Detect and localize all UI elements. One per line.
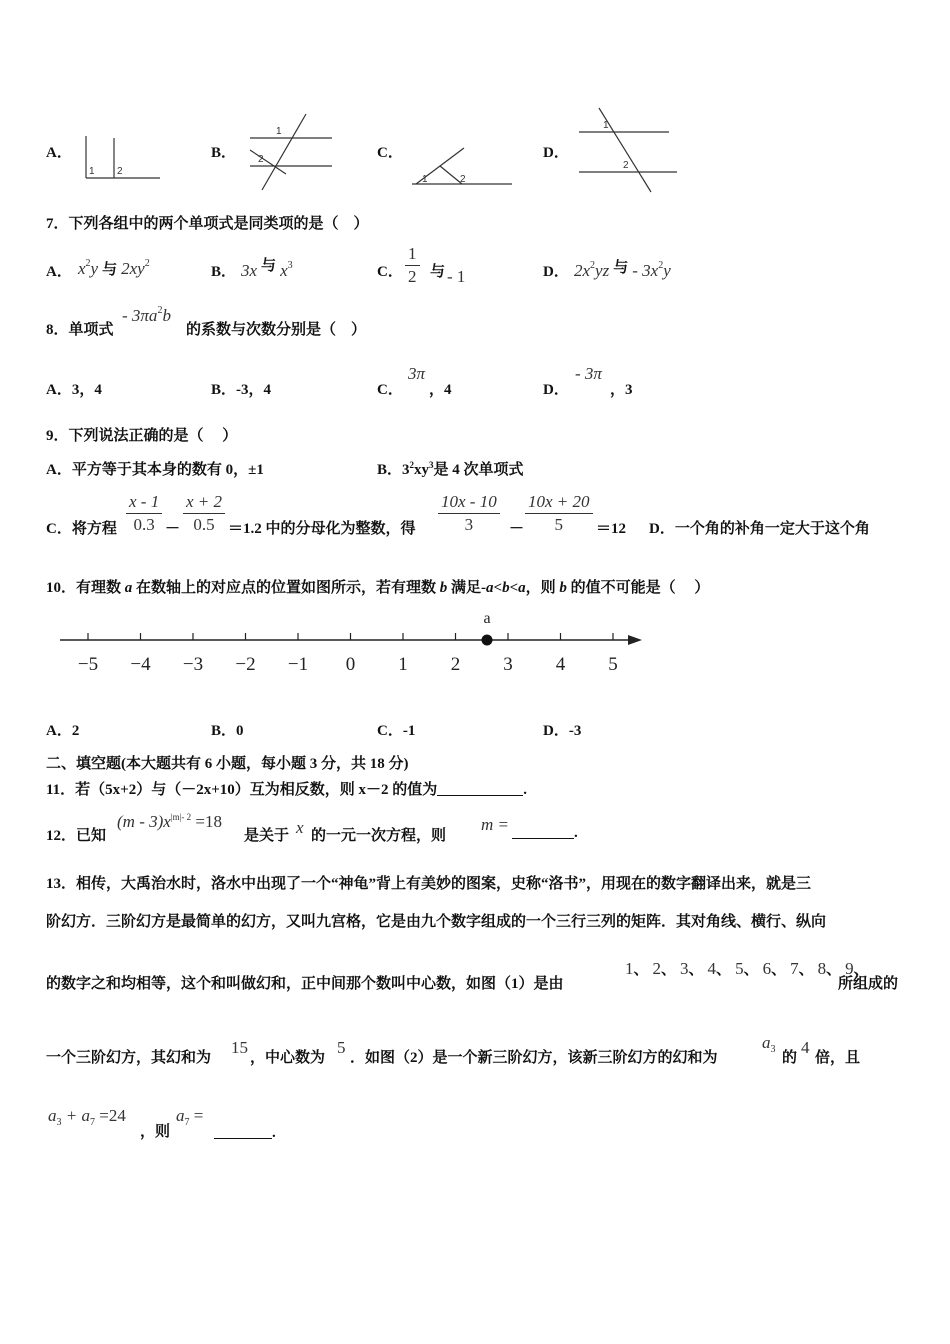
q13-line-4-c: ．如图（2）是一个新三阶幻方，该新三阶幻方的幻和为 [350,1050,718,1066]
q7-option-c-fraction: $\frac{1}{2}$ [405,243,420,288]
number-line-tick-label: 5 [608,654,618,675]
q8-option-d-expr: - 3π [575,364,602,383]
q9-option-b: B．$3^2xy^3$是 4 次单项式 [377,460,524,478]
q7-option-d-label: D． [543,264,569,280]
q13-center-number: 5 [337,1038,346,1057]
q6-fig-d-label-1: 1 [603,120,609,131]
q7-option-c-with: 与 [430,264,446,280]
q8-expression: - $3\pi a^2b$ [122,305,171,325]
q13-line-4-a: 一个三阶幻方，其幻和为 [46,1050,212,1066]
q9-fraction-1: $\frac{x - 1}{0.3}$ [126,491,162,536]
q9-minus-1: － [165,521,181,537]
q13-magic-sum: 15 [231,1038,248,1057]
q8-prefix: 8．单项式 [46,322,114,338]
number-line-arrow [628,635,642,645]
q6-option-a-label: A． [46,145,72,161]
q6-fig-a-label-1: 1 [89,166,95,177]
q9-option-c-mid: ＝1.2 中的分母化为整数，得 [228,521,416,537]
q13-line-2: 阶幻方．三阶幻方是最简单的幻方，又叫九宫格，它是由九个数字组成的一个三行三列的矩阵．其对角线、横行、纵向 [46,914,827,930]
q7-option-c-right: - 1 [447,267,466,286]
q9-fraction-4: $\frac{10x + 20}{5}$ [525,491,593,536]
q8-option-d-tail: ，3 [610,382,633,398]
q8-option-c-label: C． [377,382,403,398]
q9-option-a: A．平方等于其本身的数有 0，±1 [46,462,264,478]
point-a [482,635,493,646]
q13-line-1: 13．相传，大禹治水时，洛水中出现了一个“神龟”背上有美妙的图案，史称“洛书”，用现在的数字翻译出来，就是三 [46,876,812,892]
q9-option-c-tail: ＝12 [596,521,627,537]
number-line-tick-label: 0 [345,654,356,675]
q6-figure-d [575,106,685,196]
q6-fig-b-label-1: 1 [276,126,282,137]
q7-option-b-label: B． [211,264,237,280]
q7-option-a: $x^2y$ 与 $2xy^2$ [78,258,150,278]
q13-line-4-b: ，中心数为 [250,1050,326,1066]
number-line-tick-label: 1 [398,654,408,675]
q8-option-a: A．3，4 [46,382,102,398]
q13-line-3-b: 所组成的 [838,976,899,992]
q6-option-d-label: D． [543,145,569,161]
q12-mid: 是关于 [244,828,290,844]
q6-figure-b [248,112,338,192]
q13-line-4-e: 倍，且 [815,1050,861,1066]
q13-a3: $a_3$ [762,1033,776,1055]
q10-number-line [58,605,658,685]
q9-minus-2: － [509,521,525,537]
q13-line-3-a: 的数字之和均相等，这个和叫做幻和，正中间那个数叫中心数，如图（1）是由 [46,976,564,992]
q12-mid2: 的一元一次方程，则 [311,828,447,844]
q8-suffix: 的系数与次数分别是（ ） [186,322,367,338]
q12-answer-blank[interactable] [512,824,574,839]
q6-figure-c [410,142,520,192]
point-a-label: a [483,610,491,627]
q9-fraction-2: $\frac{x + 2}{0.5}$ [183,491,225,536]
q12-answer: . [512,824,578,842]
q7-option-b: 3x 与 $x^3$ [241,258,293,280]
q7-option-c-label: C． [377,264,403,280]
q8-option-b: B．-3，4 [211,382,272,398]
number-line-tick-label: −3 [182,654,204,675]
q13-answer-blank[interactable] [214,1124,272,1139]
number-line-tick-label: −1 [287,654,309,675]
number-line-tick-label: 4 [555,654,566,675]
q12-var-m: m = [481,815,509,834]
q9-option-d: D．一个角的补角一定大于这个角 [649,521,870,537]
q7-option-a-label: A． [46,264,72,280]
q11-text: 11．若（5x+2）与（－2x+10）互为相反数，则 x－2 的值为 . [46,782,528,798]
q9-fraction-3: $\frac{10x - 10}{3}$ [438,491,500,536]
number-line-tick-label: −5 [77,654,99,675]
q7-stem: 7．下列各组中的两个单项式是同类项的是（ ） [46,216,369,232]
q6-option-b-label: B． [211,145,237,161]
q6-fig-b-label-2: 2 [258,154,264,165]
section-2-heading: 二、填空题(本大题共有 6 小题，每小题 3 分，共 18 分) [46,756,409,772]
q13-four: 4 [801,1038,810,1057]
q13-answer: . [214,1124,276,1142]
q8-option-c-expr: 3π [408,364,426,383]
q11-answer-blank[interactable] [437,781,523,796]
q13-line-5-b: ，则 [140,1124,171,1140]
q9-option-c-label: C．将方程 [46,521,117,537]
q10-stem: 10．有理数 a 在数轴上的对应点的位置如图所示，若有理数 b 满足-a<b<a，则 b 的值不可能是（ ） [46,580,710,596]
q8-option-d-label: D． [543,382,569,398]
q6-fig-c-label-2: 2 [460,174,466,185]
number-line-tick-label: −4 [130,654,151,675]
q7-option-d: $2x^2yz$ 与 - $3x^2y$ [574,260,671,280]
q13-condition: $a_3 + a_7 =24$ [48,1106,126,1128]
number-line-tick-label: 2 [450,654,461,675]
q13-digit-list: 1、 2、 3、 4、 5、 6、 7、 8、 9、 [625,959,869,978]
q8-option-c-tail: ，4 [429,382,452,398]
q12-var-x: x [296,818,304,837]
q10-option-a: A．2 [46,723,80,739]
q13-ask: $a_7$ = [176,1106,204,1128]
q13-line-4-d: 的 [782,1050,798,1066]
q10-option-b: B．0 [211,723,244,739]
q6-fig-c-label-1: 1 [422,174,428,185]
q6-option-c-label: C． [377,145,403,161]
q9-stem: 9．下列说法正确的是（ ） [46,428,238,444]
number-line-tick-label: −2 [235,654,256,675]
q10-option-d: D．-3 [543,723,582,739]
q12-equation: $(m - 3)x^{|m|- 2} =18$ [117,812,223,831]
q10-option-c: C．-1 [377,723,416,739]
q6-fig-d-label-2: 2 [623,160,629,171]
q12-prefix: 12．已知 [46,828,107,844]
number-line-tick-label: 3 [503,654,513,675]
q6-fig-a-label-2: 2 [117,166,123,177]
q6-figure-a [80,132,170,182]
